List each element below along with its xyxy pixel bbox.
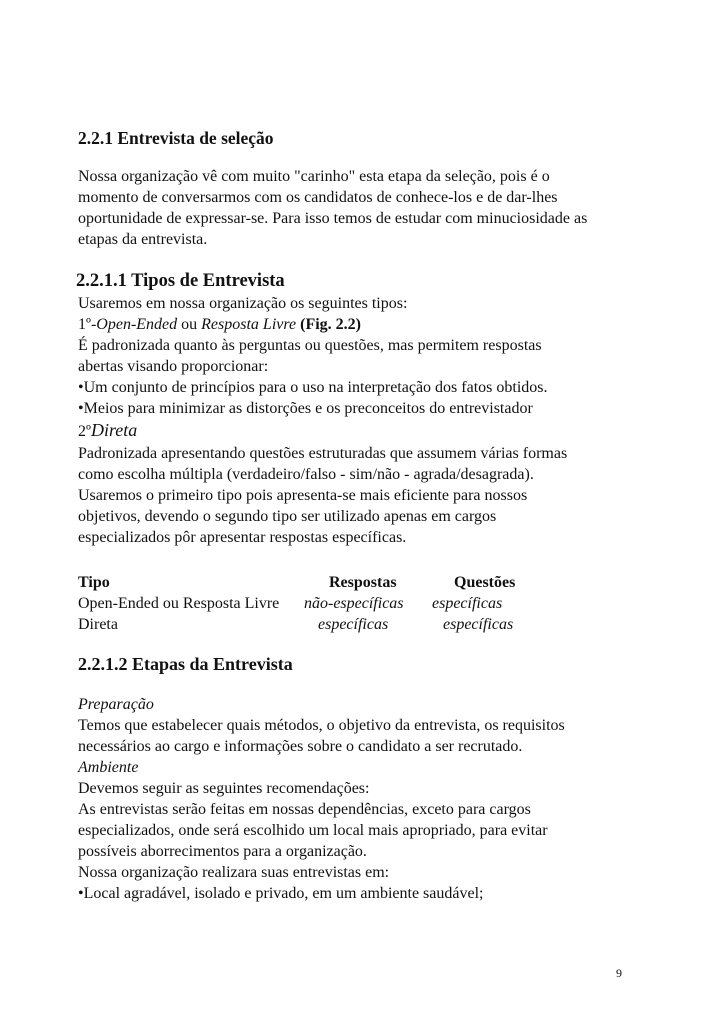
type1-alt-name: Resposta Livre: [201, 316, 297, 333]
section-heading: 2.2.1.1 Tipos de Entrevista: [76, 271, 285, 291]
table-cell: específicas: [443, 616, 514, 633]
paragraph-line: especializados, onde será escolhido um local mais apropriado, para evitar: [78, 822, 548, 839]
paragraph-line: Devemos seguir as seguintes recomendações:: [78, 780, 370, 797]
page-number: 9: [616, 966, 622, 980]
section-2-2-1-2-body: [78, 694, 658, 904]
section-2-2-1-paragraph: [78, 166, 658, 250]
table-cell: Direta: [78, 616, 118, 633]
table-cell: Open-Ended ou Resposta Livre: [78, 595, 280, 612]
paragraph-line: Nossa organização realizara suas entrevistas em:: [78, 864, 390, 881]
type2-prefix: 2º: [78, 423, 91, 440]
type1-name: Open-Ended: [96, 316, 178, 333]
paragraph-line: como escolha múltipla (verdadeiro/falso - sim/não - agrada/desagrada).: [78, 466, 534, 483]
section-2-2-1-1-body: [78, 293, 658, 548]
table-cell: específicas: [432, 595, 503, 612]
paragraph-line: possíveis aborrecimentos para a organização.: [78, 843, 367, 860]
type2-name: Direta: [90, 420, 138, 440]
bullet-item: [78, 398, 658, 419]
table-header: Questões: [454, 574, 516, 591]
paragraph-line: momento de conversarmos com os candidatos de conhece-los e de dar-lhes: [78, 189, 558, 206]
bullet-text: Local agradável, isolado e privado, em um ambiente saudável;: [83, 885, 484, 902]
type1-connector: ou: [177, 316, 202, 333]
paragraph-line: necessários ao cargo e informações sobre o candidato a ser recrutado.: [78, 738, 523, 755]
subsection-label: Preparação: [78, 696, 154, 713]
paragraph-line: objetivos, devendo o segundo tipo ser utilizado apenas em cargos: [78, 508, 497, 525]
type1-line: [78, 314, 658, 335]
section-2-2-1-1: [76, 270, 656, 293]
paragraph-line: As entrevistas serão feitas em nossas dependências, exceto para cargos: [78, 801, 531, 818]
section-2-2-1: [78, 127, 658, 149]
table-cell: específicas: [318, 616, 389, 633]
paragraph-line: É padronizada quanto às perguntas ou questões, mas permitem respostas: [78, 337, 542, 354]
table-cell: não-específicas: [304, 595, 404, 612]
paragraph-line: etapas da entrevista.: [78, 231, 208, 248]
paragraph-line: abertas visando proporcionar:: [78, 358, 269, 375]
section-2-2-1-2: [78, 653, 658, 675]
figure-reference: (Fig. 2.2): [300, 316, 361, 333]
paragraph-line: Temos que estabelecer quais métodos, o objetivo da entrevista, os requisitos: [78, 717, 565, 734]
table-header-row: [78, 572, 638, 593]
table-header: Tipo: [78, 574, 110, 591]
bullet-item: [78, 883, 658, 904]
paragraph-line: Usaremos o primeiro tipo pois apresenta-se mais eficiente para nossos: [78, 487, 528, 504]
paragraph-line: Nossa organização vê com muito "carinho" esta etapa da seleção, pois é o: [78, 168, 550, 185]
bullet-text: Um conjunto de princípios para o uso na interpretação dos fatos obtidos.: [83, 379, 548, 396]
interview-types-table: [78, 572, 638, 635]
type2-line: [78, 419, 658, 443]
bullet-item: [78, 377, 658, 398]
paragraph-line: Padronizada apresentando questões estruturadas que assumem várias formas: [78, 445, 568, 462]
section-heading: 2.2.1.2 Etapas da Entrevista: [78, 654, 293, 674]
paragraph-line: especializados pôr apresentar respostas específicas.: [78, 529, 407, 546]
section-heading: 2.2.1 Entrevista de seleção: [78, 128, 274, 148]
type1-prefix: 1º-: [78, 316, 97, 333]
subsection-label: Ambiente: [78, 759, 139, 776]
paragraph-line: oportunidade de expressar-se. Para isso temos de estudar com minuciosidade as: [78, 210, 588, 227]
table-header: Respostas: [329, 574, 397, 591]
intro-line: Usaremos em nossa organização os seguintes tipos:: [78, 295, 408, 312]
table-row: [78, 614, 638, 635]
bullet-text: Meios para minimizar as distorções e os preconceitos do entrevistador: [83, 400, 533, 417]
table-row: [78, 593, 638, 614]
